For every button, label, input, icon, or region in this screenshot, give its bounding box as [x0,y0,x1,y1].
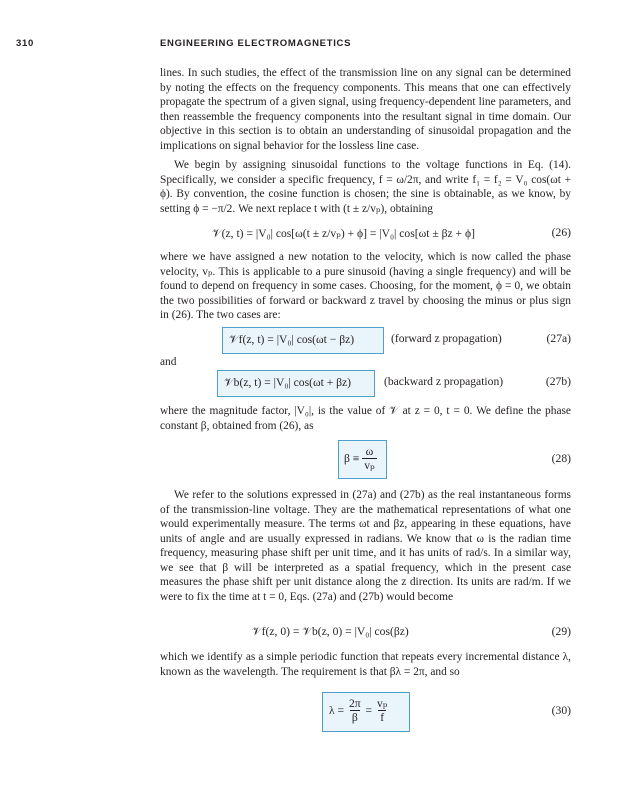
paragraph-5: We refer to the solutions expressed in (27a) and (27b) as the real instantaneous forms of the transmission-line voltage. They are the mathematical representations of what one would experimentally measure. The terms ωt and βz, appearing in these equations, have units of angle and are usually expressed in radians. We know that ω is the radian time frequency, measuring phase shift per unit time, and it has units of rad/s. In a similar way, we see that β will be interpreted as a spatial frequency, which in the present case measures the phase shift per unit distance along the z direction. Its units are rad/m. If we were to fix the time at t = 0, Eqs. (27a) and (27b) would become [160,489,571,603]
equation-30-equals: = [365,704,373,717]
equation-27b: 𝒱b(z, t) = |V₀| cos(ωt + βz) [224,376,352,389]
paragraph-2: We begin by assigning sinusoidal functions to the voltage functions in Eq. (14). Specifically, we consider a specific frequency, f = ω/2π, and write f₁ = f₂ = V₀ cos(ωt + ϕ). By convention, the cosine function is chosen; the sine is obtainable, as we know, by setting ϕ = −π/2. We next replace t with (t ± z/vₚ), obtaining [160,159,571,215]
equation-26: 𝒱(z, t) = |V₀| cos[ω(t ± z/vₚ) + ϕ] = |V₀| cos[ωt ± βz + ϕ] [212,227,475,240]
equation-27a-label: (27a) [546,332,571,345]
equation-30-numerator-1: 2π [348,697,361,710]
equation-29-label: (29) [551,625,571,638]
equation-27a: 𝒱f(z, t) = |V₀| cos(ωt − βz) [229,333,355,346]
paragraph-4: where the magnitude factor, |V₀|, is the value of 𝒱 at z = 0, t = 0. We define the phase constant β, obtained from (26), as [160,405,571,432]
equation-29: 𝒱f(z, 0) = 𝒱b(z, 0) = |V₀| cos(βz) [252,625,409,638]
equation-27a-box [222,327,384,354]
equation-27a-note: (forward z propagation) [391,332,502,345]
paragraph-3: where we have assigned a new notation to the velocity, which is now called the phase velocity, vₚ. This is applicable to a pure sinusoid (having a single frequency) and will be found to depend on frequency in some cases. Choosing, for the moment, ϕ = 0, we obtain the two possibilities of forward or backward z travel by choosing the minus or plus sign in (26). The two cases are: [160,251,571,321]
equation-28-denominator: vₚ [364,459,375,472]
equation-26-label: (26) [551,226,571,239]
equation-27b-label: (27b) [545,375,571,388]
equation-30-denominator-2: f [380,711,385,724]
equation-30-fraction-2 [375,697,389,724]
equation-28 [344,445,377,472]
equation-30-lhs: λ = [329,704,345,717]
equation-30-numerator-2: vₚ [376,697,388,710]
paragraph-6: which we identify as a simple periodic function that repeats every incremental distance λ, known as the wavelength. The requirement is that βλ = 2π, and so [160,651,571,678]
paragraph-1: lines. In such studies, the effect of the transmission line on any signal can be determined by noting the effects on the frequency components. This means that one can effectively propagate the spectrum of a given signal, using frequency-dependent line parameters, and then reassemble the frequency components into the resultant signal in time domain. Our objective in this section is to obtain an understanding of sinusoidal propagation and the implications on signal behavior for the lossless line case. [160,67,571,152]
equation-27b-box [217,370,375,397]
equation-30-fraction-1 [347,697,363,724]
equation-27b-note: (backward z propagation) [384,375,504,388]
equation-28-label: (28) [551,452,571,465]
equation-30-box [322,692,410,732]
and-text: and [160,356,177,368]
equation-28-box [338,440,387,479]
equation-30 [329,697,389,724]
running-head: ENGINEERING ELECTROMAGNETICS [160,38,352,49]
equation-28-numerator: ω [365,445,374,458]
equation-28-fraction [362,445,376,472]
equation-30-denominator-1: β [351,711,358,724]
page-number: 310 [16,38,34,49]
equation-30-label: (30) [551,704,571,717]
equation-28-lhs: β ≡ [344,452,360,465]
